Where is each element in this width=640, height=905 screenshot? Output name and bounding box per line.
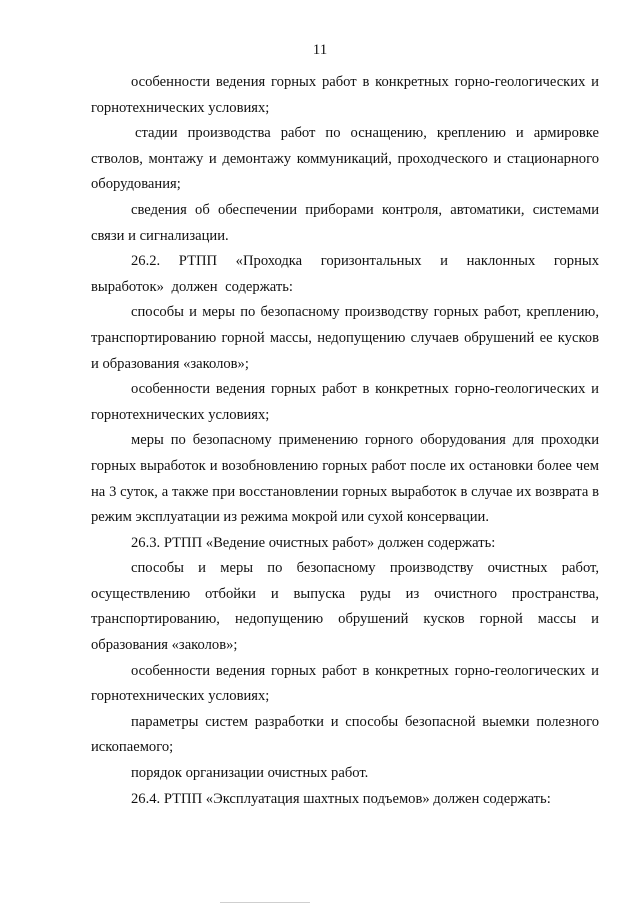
paragraph-safe-methods-stoping: способы и меры по безопасному производству очистных работ, осуществлению отбойки и выпуска руды из очистного пространства, транспортированию, недопущению обрушений кусков горной массы и образования «заколов»; <box>91 560 599 654</box>
paragraph-shaft-stages: стадии производства работ по оснащению, креплению и армировке стволов, монтажу и демонтажу коммуникаций, проходческого и стационарного оборудования; <box>91 125 599 193</box>
paragraph-development-systems: параметры систем разработки и способы безопасной выемки полезного ископаемого; <box>91 713 599 756</box>
paragraph-control-devices: сведения об обеспечении приборами контроля, автоматики, системами связи и сигнализации. <box>91 201 599 244</box>
paragraph-safe-methods-mining: способы и меры по безопасному производству горных работ, креплению, транспортированию горной массы, недопущению случаев обрушений ее кусков и образования «заколов»; <box>91 304 599 372</box>
document-body <box>91 70 599 812</box>
paragraph-section-26-4: 26.4. РТПП «Эксплуатация шахтных подъемов» должен содержать: <box>131 790 551 807</box>
paragraph-stoping-organization: порядок организации очистных работ. <box>131 765 369 782</box>
paragraph-mining-conditions-3: особенности ведения горных работ в конкретных горно-геологических и горнотехнических условиях; <box>91 662 599 705</box>
paragraph-mining-conditions-1: особенности ведения горных работ в конкретных горно-геологических и горнотехнических условиях; <box>91 74 599 116</box>
paragraph-section-26-3: 26.3. РТПП «Ведение очистных работ» должен содержать: <box>131 534 496 551</box>
paragraph-equipment-measures: меры по безопасному применению горного оборудования для проходки горных выработок и возобновлению горных работ после их остановки более чем на 3 суток, а также при восстановлении горных выработок в случае их возврата в режим эксплуатации из режима мокрой или сухой консервации. <box>91 432 599 526</box>
paragraph-mining-conditions-2: особенности ведения горных работ в конкретных горно-геологических и горнотехнических условиях; <box>91 381 599 423</box>
bottom-divider <box>220 902 310 903</box>
page-number: 11 <box>312 42 328 58</box>
paragraph-section-26-2: 26.2. РТПП «Проходка горизонтальных и наклонных горных выработок» должен содержать: <box>91 253 599 295</box>
